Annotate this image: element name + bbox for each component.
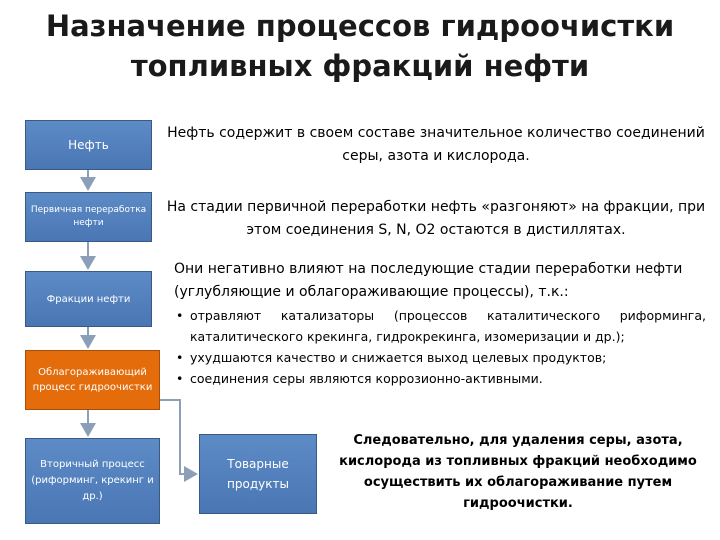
text-conclusion: Следовательно, для удаления серы, азота, кислорода из топливных фракций необходимо осуществить их облагораживание путем гидроочистки. [339,433,697,511]
box-oil-label: Нефть [68,138,109,152]
box-oil-fractions [25,271,152,327]
list-item-text: ухудшаются качество и снижается выход целевых продуктов; [190,350,607,365]
list-item [176,305,706,347]
box-oil-fractions-label: Фракции нефти [46,293,131,305]
list-item-text: отравляют катализаторы (процессов каталитического риформинга, каталитического крекинга, гидрокрекинга, изомеризации и др.); [190,308,706,344]
box-commercial-products [199,434,317,514]
impact-bullet-list [176,305,706,389]
box-secondary-process [25,438,160,524]
list-item-text: соединения серы являются коррозионно-активными. [190,371,543,386]
box-commercial-products-label: Товарные продукты [227,457,289,491]
bullet-marker: • [176,371,184,386]
title-line-1: Назначение процессов гидроочистки [45,9,675,43]
list-item [176,347,706,368]
list-item [176,368,706,389]
text-oil-composition: Нефть содержит в своем составе значительное количество соединений серы, азота и кислорода. [167,125,705,164]
box-hydrotreating-label: Облагораживающий процесс гидроочистки [32,367,153,393]
title-line-2: топливных фракций нефти [130,49,590,83]
text-primary-processing: На стадии первичной переработки нефть «разгоняют» на фракции, при этом соединения S, N, O2 остаются в дистиллятах. [166,199,706,238]
box-secondary-process-label: Вторичный процесс (риформинг, крекинг и др.) [31,459,154,502]
box-hydrotreating [25,350,160,410]
bullet-marker: • [176,308,184,323]
box-primary-processing-label: Первичная переработка нефти [30,205,147,228]
text-negative-impact: Они негативно влияют на последующие стадии переработки нефти (углубляющие и облагораживающие процессы), т.к.: [174,261,683,300]
arrow-hydrotreat-to-products [160,400,196,474]
bullet-marker: • [176,350,184,365]
box-oil [25,120,152,170]
box-primary-processing [25,192,152,242]
